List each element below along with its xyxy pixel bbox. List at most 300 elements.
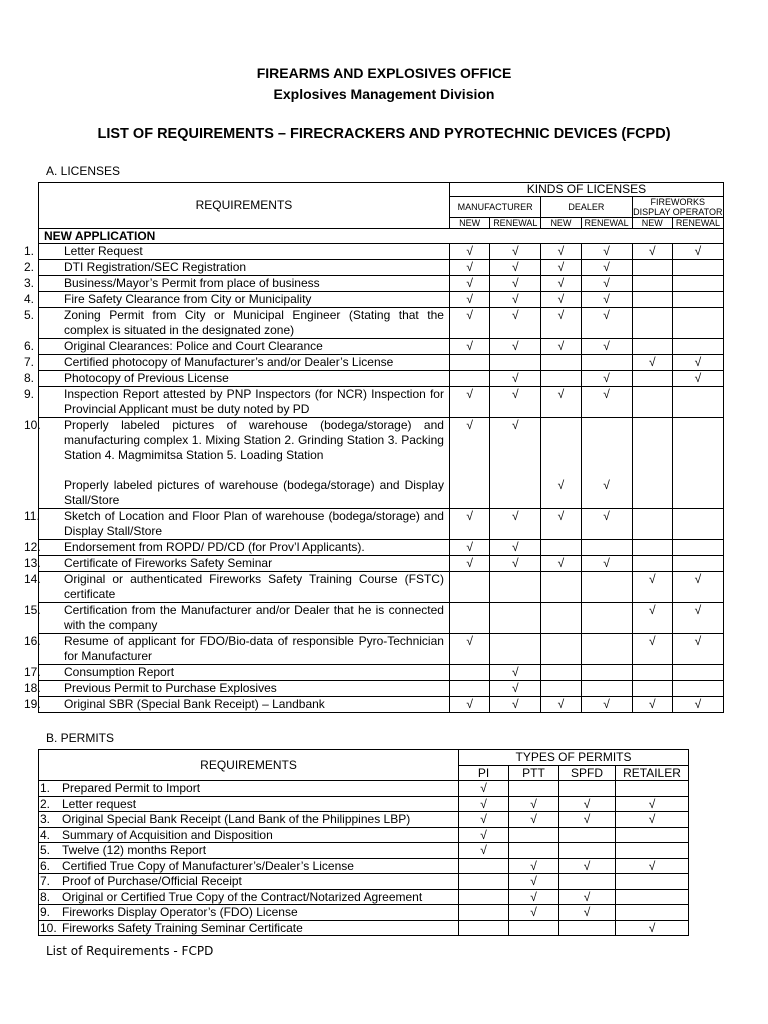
check-cell	[672, 556, 723, 572]
check-cell	[541, 572, 581, 603]
item-number: 2.	[40, 796, 51, 811]
empty-mark	[633, 556, 672, 571]
check-mark: √	[511, 681, 519, 695]
empty-mark	[559, 874, 616, 890]
item-text: Letter Request	[64, 244, 143, 258]
check-mark: √	[466, 260, 473, 274]
item-number: 5.	[40, 843, 51, 857]
requirement-cell	[39, 827, 459, 843]
check-mark: √	[694, 244, 702, 258]
check-cell	[541, 665, 581, 681]
check-mark: √	[616, 796, 689, 812]
spacer	[44, 463, 444, 478]
item-text: Resume of applicant for FDO/Bio-data of responsible Pyro-Technician for Manufacturer	[64, 634, 444, 663]
check-mark: √	[559, 858, 616, 874]
check-mark: √	[557, 308, 565, 322]
empty-mark	[541, 681, 580, 696]
table-row	[39, 781, 689, 797]
check-cell	[449, 371, 489, 387]
check-mark: √	[511, 244, 519, 258]
check-cell	[581, 387, 632, 418]
empty-mark	[450, 603, 489, 618]
check-cell	[581, 292, 632, 308]
check-mark: √	[509, 858, 559, 874]
check-cell	[541, 603, 581, 634]
item-text: Certificate of Fireworks Safety Seminar	[64, 556, 273, 570]
check-cell	[449, 308, 489, 339]
check-cell	[490, 418, 541, 509]
check-cell	[541, 276, 581, 292]
check-cell	[541, 540, 581, 556]
check-mark: √	[466, 697, 473, 711]
requirement-text	[24, 681, 444, 696]
check-cell	[449, 244, 489, 260]
requirement-cell	[24, 387, 450, 418]
empty-mark	[616, 781, 689, 797]
check-mark: √	[559, 812, 616, 828]
item-number: 3.	[40, 812, 51, 826]
check-mark: √	[603, 697, 610, 711]
empty-mark	[582, 665, 632, 680]
check-cell	[490, 603, 541, 634]
spacer	[633, 433, 672, 478]
requirement-cell	[39, 781, 459, 797]
table-row	[39, 697, 724, 713]
column-header-ptt: PTT	[509, 765, 559, 781]
check-mark: √	[648, 634, 656, 648]
check-mark: √	[511, 276, 519, 290]
item-text: DTI Registration/SEC Registration	[64, 260, 247, 274]
empty-mark	[559, 827, 616, 843]
item-text: Twelve (12) months Report	[62, 843, 207, 857]
empty-mark	[490, 355, 540, 370]
check-mark: √	[466, 634, 473, 648]
item-number: 9.	[40, 905, 51, 919]
check-cell	[672, 540, 723, 556]
empty-mark	[616, 827, 689, 843]
item-number: 5.	[24, 308, 35, 322]
permits-header-row	[39, 750, 689, 766]
empty-mark	[673, 556, 723, 571]
requirement-cell	[39, 858, 459, 874]
empty-mark	[582, 681, 632, 696]
requirement-text	[24, 387, 444, 417]
spacer	[541, 433, 580, 478]
check-cell	[541, 634, 581, 665]
category-row	[39, 229, 724, 244]
check-cell	[541, 387, 581, 418]
table-row	[39, 292, 724, 308]
requirement-cell	[24, 665, 450, 681]
check-cell	[581, 509, 632, 540]
item-text: Prepared Permit to Import	[62, 781, 201, 795]
check-mark: √	[466, 244, 473, 258]
permits-table	[38, 749, 689, 936]
requirement-cell	[24, 292, 450, 308]
requirement-cell	[39, 874, 459, 890]
check-mark: √	[466, 387, 473, 401]
requirement-text	[24, 292, 444, 307]
requirement-cell	[39, 843, 459, 859]
check-mark: √	[603, 339, 610, 353]
check-cell	[449, 292, 489, 308]
empty-mark	[450, 371, 489, 386]
check-cell	[581, 244, 632, 260]
check-cell	[672, 697, 723, 713]
spacer	[582, 433, 632, 478]
check-mark: √	[511, 540, 519, 554]
table-row	[39, 634, 724, 665]
division-title: Explosives Management Division	[273, 86, 495, 102]
types-of-permits-header: TYPES OF PERMITS	[459, 750, 689, 766]
check-mark: √	[459, 827, 509, 843]
manufacturer-header: MANUFACTURER	[449, 197, 540, 218]
item-number: 18.	[24, 681, 41, 695]
empty-mark	[459, 920, 509, 936]
check-mark: √	[557, 292, 565, 306]
check-cell	[632, 634, 672, 665]
check-cell	[490, 540, 541, 556]
empty-mark	[673, 665, 723, 680]
empty-mark	[633, 260, 672, 275]
empty-mark	[509, 781, 559, 797]
empty-mark	[673, 308, 723, 323]
check-cell	[490, 681, 541, 697]
requirement-text	[24, 634, 444, 664]
empty-mark	[633, 292, 672, 307]
check-mark: √	[511, 387, 519, 401]
check-cell	[581, 681, 632, 697]
empty-mark	[673, 418, 723, 433]
sub-header: RENEWAL	[581, 218, 632, 229]
requirement-cell	[24, 308, 450, 339]
check-cell	[632, 681, 672, 697]
empty-mark	[633, 387, 672, 402]
requirement-cell	[39, 796, 459, 812]
table-row	[39, 920, 689, 936]
empty-mark	[541, 418, 580, 433]
check-mark: √	[694, 697, 702, 711]
table-row	[39, 889, 689, 905]
item-number: 4.	[40, 827, 51, 842]
check-cell	[632, 572, 672, 603]
check-mark: √	[509, 874, 559, 890]
check-cell	[632, 339, 672, 355]
check-cell	[490, 572, 541, 603]
sub-header: NEW	[449, 218, 489, 229]
item-number: 4.	[24, 292, 35, 306]
empty-mark	[633, 540, 672, 555]
check-cell	[449, 540, 489, 556]
check-mark: √	[559, 889, 616, 905]
check-mark: √	[466, 292, 473, 306]
check-cell	[672, 244, 723, 260]
empty-mark	[541, 634, 580, 649]
column-header-retailer: RETAILER	[616, 765, 689, 781]
empty-mark	[582, 418, 632, 433]
check-mark: √	[603, 292, 610, 306]
empty-mark	[541, 540, 580, 555]
check-cell	[581, 355, 632, 371]
check-mark: √	[466, 276, 473, 290]
check-cell	[541, 509, 581, 540]
check-mark: √	[694, 572, 702, 586]
table-row	[39, 509, 724, 540]
empty-mark	[633, 418, 672, 433]
empty-mark	[450, 355, 489, 370]
spacer	[450, 433, 489, 478]
empty-mark	[450, 572, 489, 587]
empty-mark	[541, 603, 580, 618]
requirement-text	[24, 418, 444, 463]
requirement-text	[24, 339, 444, 354]
empty-mark	[541, 665, 580, 680]
office-title: FIREARMS AND EXPLOSIVES OFFICE	[256, 65, 512, 81]
empty-mark	[616, 843, 689, 859]
check-mark: √	[557, 556, 565, 570]
empty-mark	[633, 276, 672, 291]
check-mark: √	[648, 697, 656, 711]
empty-mark	[673, 292, 723, 307]
item-text: Photocopy of Previous License	[64, 371, 229, 385]
requirement-text	[24, 260, 444, 275]
check-cell	[581, 572, 632, 603]
check-cell	[672, 603, 723, 634]
check-cell	[541, 418, 581, 509]
check-mark: √	[603, 478, 610, 492]
fireworks-display-operator-header: FIREWORKS DISPLAY OPERATOR	[633, 197, 723, 217]
check-mark: √	[466, 308, 473, 322]
table-row	[39, 418, 724, 509]
check-mark: √	[511, 509, 519, 523]
check-cell	[632, 603, 672, 634]
empty-mark	[673, 681, 723, 696]
item-text: Fire Safety Clearance from City or Municipality	[64, 292, 312, 306]
check-cell	[581, 603, 632, 634]
table-row	[39, 371, 724, 387]
empty-mark	[673, 339, 723, 354]
check-mark: √	[557, 276, 565, 290]
check-mark: √	[557, 697, 565, 711]
table-row	[39, 308, 724, 339]
item-text: Fireworks Safety Training Seminar Certificate	[62, 920, 303, 935]
check-mark: √	[603, 276, 610, 290]
check-cell	[490, 387, 541, 418]
empty-mark	[459, 858, 509, 874]
check-cell	[449, 260, 489, 276]
item-text: Proof of Purchase/Official Receipt	[62, 874, 242, 888]
empty-mark	[541, 371, 580, 386]
check-cell	[632, 308, 672, 339]
check-mark: √	[509, 889, 559, 905]
check-cell	[490, 665, 541, 681]
item-number: 10.	[40, 920, 57, 935]
check-cell	[449, 572, 489, 603]
empty-mark	[559, 781, 616, 797]
check-mark: √	[648, 244, 656, 258]
requirement-cell	[24, 634, 450, 665]
check-cell	[581, 371, 632, 387]
check-cell	[449, 665, 489, 681]
item-text: Original or Certified True Copy of the Contract/Notarized Agreement	[62, 889, 423, 904]
check-mark: √	[511, 697, 519, 711]
check-mark: √	[616, 920, 689, 936]
item-text: Sketch of Location and Floor Plan of warehouse (bodega/storage) and Display Stall/Store	[64, 509, 444, 538]
check-mark: √	[511, 260, 519, 274]
check-cell	[490, 697, 541, 713]
check-mark: √	[557, 509, 565, 523]
check-mark: √	[559, 905, 616, 921]
check-cell	[632, 276, 672, 292]
table-row	[39, 858, 689, 874]
table-row	[39, 812, 689, 828]
empty-mark	[450, 665, 489, 680]
check-mark: √	[511, 292, 519, 306]
check-cell	[449, 339, 489, 355]
check-cell	[541, 556, 581, 572]
check-mark: √	[603, 387, 610, 401]
empty-mark	[673, 509, 723, 524]
check-cell	[581, 418, 632, 509]
requirement-cell	[24, 556, 450, 572]
check-cell	[449, 634, 489, 665]
empty-mark	[490, 634, 540, 649]
check-mark: √	[466, 540, 473, 554]
check-cell	[581, 665, 632, 681]
check-cell	[672, 355, 723, 371]
table-row	[39, 260, 724, 276]
item-text: Certified photocopy of Manufacturer’s and/or Dealer’s License	[64, 355, 394, 369]
item-number: 19.	[24, 697, 41, 711]
check-mark: √	[466, 556, 473, 570]
empty-mark	[459, 905, 509, 921]
table-row	[39, 665, 724, 681]
requirement-text	[24, 697, 444, 712]
check-cell	[541, 355, 581, 371]
check-cell	[490, 292, 541, 308]
table-row	[39, 796, 689, 812]
empty-mark	[616, 889, 689, 905]
check-mark: √	[694, 634, 702, 648]
empty-mark	[582, 355, 632, 370]
empty-mark	[633, 681, 672, 696]
item-text: Certification from the Manufacturer and/or Dealer that he is connected with the company	[64, 603, 444, 632]
check-cell	[581, 540, 632, 556]
check-cell	[632, 355, 672, 371]
requirement-cell	[24, 603, 450, 634]
check-cell	[541, 371, 581, 387]
requirement-cell	[24, 339, 450, 355]
check-cell	[541, 339, 581, 355]
check-cell	[581, 697, 632, 713]
table-row	[39, 540, 724, 556]
check-mark: √	[511, 371, 519, 385]
empty-mark	[673, 276, 723, 291]
check-mark: √	[694, 603, 702, 617]
requirement-text	[24, 355, 444, 370]
spacer	[490, 433, 540, 478]
check-cell	[541, 697, 581, 713]
item-text: Summary of Acquisition and Disposition	[62, 827, 273, 842]
requirement-cell	[24, 276, 450, 292]
check-cell	[632, 509, 672, 540]
check-cell	[449, 697, 489, 713]
empty-mark	[582, 540, 632, 555]
item-text-secondary: Properly labeled pictures of warehouse (bodega/storage) and Display Stall/Store	[64, 478, 444, 507]
item-number: 10.	[24, 418, 41, 432]
check-cell	[541, 292, 581, 308]
empty-mark	[582, 634, 632, 649]
check-cell	[581, 634, 632, 665]
table-row	[39, 843, 689, 859]
empty-mark	[541, 355, 580, 370]
check-cell	[672, 371, 723, 387]
check-mark: √	[511, 418, 519, 432]
check-cell	[632, 371, 672, 387]
requirement-cell	[24, 572, 450, 603]
requirement-cell	[24, 697, 450, 713]
item-number: 17.	[24, 665, 41, 679]
check-cell	[672, 418, 723, 509]
check-cell	[490, 371, 541, 387]
item-number: 2.	[24, 260, 35, 274]
requirement-text	[24, 665, 444, 680]
permits-section-label: B. PERMITS	[46, 731, 115, 745]
empty-mark	[490, 603, 540, 618]
item-text: Original or authenticated Fireworks Safety Training Course (FSTC) certificate	[64, 572, 444, 601]
check-mark: √	[603, 244, 610, 258]
check-cell	[672, 634, 723, 665]
check-mark: √	[648, 355, 656, 369]
check-mark: √	[603, 308, 610, 322]
empty-mark	[673, 260, 723, 275]
check-mark: √	[557, 244, 565, 258]
check-mark: √	[466, 509, 473, 523]
check-cell	[541, 244, 581, 260]
check-mark: √	[603, 260, 610, 274]
check-cell	[449, 355, 489, 371]
check-cell	[672, 292, 723, 308]
check-mark: √	[694, 371, 702, 385]
table-row	[39, 355, 724, 371]
item-text: Inspection Report attested by PNP Inspectors (for NCR) Inspection for Provincial Applicant must be duty noted by PD	[64, 387, 444, 416]
requirement-cell	[39, 905, 459, 921]
check-cell	[632, 556, 672, 572]
table-row	[39, 339, 724, 355]
table-row	[39, 244, 724, 260]
requirement-text	[24, 603, 444, 633]
requirement-cell	[39, 889, 459, 905]
check-mark: √	[603, 509, 610, 523]
check-cell	[672, 681, 723, 697]
check-cell	[541, 308, 581, 339]
empty-mark	[582, 572, 632, 587]
table-row	[39, 603, 724, 634]
requirement-text	[24, 308, 444, 338]
check-cell	[672, 339, 723, 355]
empty-mark	[616, 874, 689, 890]
item-number: 8.	[24, 371, 35, 385]
list-title: LIST OF REQUIREMENTS – FIRECRACKERS AND PYROTECHNIC DEVICES (FCPD)	[97, 126, 671, 142]
check-mark: √	[648, 603, 656, 617]
requirement-text	[24, 572, 444, 602]
empty-mark	[509, 843, 559, 859]
table-row	[39, 276, 724, 292]
sub-header: NEW	[632, 218, 672, 229]
check-cell	[581, 308, 632, 339]
check-cell	[632, 387, 672, 418]
empty-mark	[450, 681, 489, 696]
